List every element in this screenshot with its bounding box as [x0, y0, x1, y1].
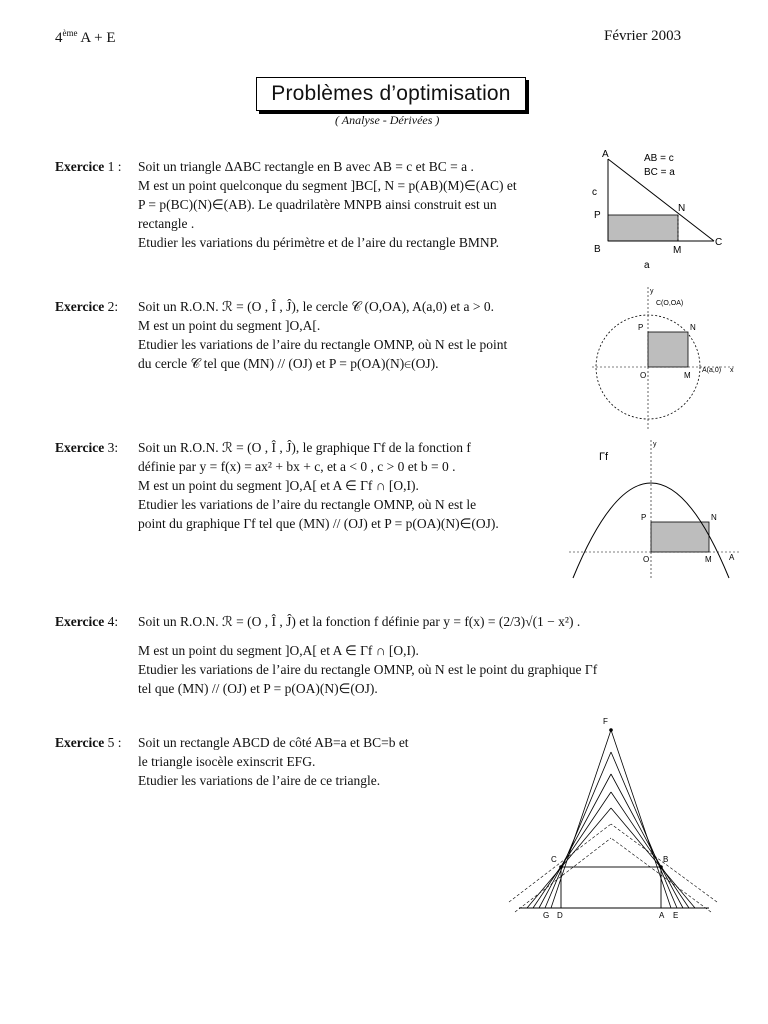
fig3-label: O	[643, 555, 650, 564]
fig2-label: M	[684, 371, 691, 380]
exercise-line: rectangle .	[138, 216, 195, 231]
figure-exinscribed-triangle	[505, 712, 723, 922]
exercise-line: Soit un rectangle ABCD de côté AB=a et BC=b et	[138, 735, 409, 750]
exercise-line: Etudier les variations de l’aire du rectangle OMNP, où N est le point	[138, 337, 508, 352]
exercise-3: Exercice 3:	[55, 440, 119, 455]
fig5-label: C	[551, 855, 557, 864]
exercise-4-text	[138, 612, 597, 698]
exercise-4: Exercice 4:	[55, 614, 119, 629]
fig1-label: B	[594, 244, 601, 255]
fig3-label: P	[641, 513, 647, 522]
fig1-label: c	[592, 187, 597, 198]
exercise-3-text	[138, 438, 499, 533]
fig1-label: C	[715, 237, 723, 248]
exercise-line: définie par y = f(x) = ax² + bx + c, et a < 0 , c > 0 et b = 0 .	[138, 459, 456, 474]
exercise-5-text	[138, 733, 409, 790]
exercise-label: Exercice	[55, 299, 105, 314]
exercise-1-text	[138, 157, 517, 252]
exercise-line: M est un point du segment ]O,A[.	[138, 318, 321, 333]
exercise-line: Etudier les variations de l’aire du rectangle OMNP, où N est le point du graphique Γf	[138, 662, 598, 677]
exercise-label: Exercice	[55, 440, 105, 455]
fig3-label: M	[705, 555, 712, 564]
subtitle: ( Analyse - Dérivées )	[335, 113, 440, 127]
exercise-line: M est un point du segment ]O,A[ et A ∈ Γf ∩ [O,I).	[138, 478, 419, 493]
exercise-line: M est un point du segment ]O,A[ et A ∈ Γf ∩ [O,I).	[138, 643, 419, 658]
exercise-line: Soit un triangle ΔABC rectangle en B avec AB = c et BC = a .	[138, 159, 474, 174]
exercise-line: Etudier les variations de l’aire de ce triangle.	[138, 773, 381, 788]
fig2-label: y	[650, 288, 654, 295]
fig1-label: N	[678, 203, 686, 214]
page-title: Problèmes d’optimisation	[271, 82, 511, 105]
exercise-line: tel que (MN) // (OJ) et P = p(OA)(N)∈(OJ).	[138, 681, 378, 696]
fig1-label: M	[673, 245, 682, 256]
figure-circle	[590, 283, 740, 433]
figure-parabola	[565, 438, 745, 583]
fig5-label: D	[557, 911, 563, 920]
exercise-line: P = p(BC)(N)∈(AB). Le quadrilatère MNPB ainsi construit est un	[138, 197, 497, 212]
title-box	[256, 77, 526, 111]
fig3-label: Γf	[599, 451, 609, 463]
exercise-line: le triangle isocèle exinscrit EFG.	[138, 754, 316, 769]
date: Février 2003	[604, 28, 682, 44]
fig3-label: N	[711, 513, 717, 522]
fig5-label: F	[603, 717, 608, 726]
fig1-legend: BC = a	[644, 167, 675, 178]
fig1-label: P	[594, 210, 601, 221]
fig2-label: A(a,0)	[702, 367, 722, 374]
exercise-label: Exercice	[55, 614, 105, 629]
fig3-label: y	[653, 441, 657, 448]
fig5-label: B	[663, 855, 669, 864]
exercise-line: M est un point quelconque du segment ]BC[, N = p(AB)(M)∈(AC) et	[138, 178, 517, 193]
exercise-line: du cercle 𝒞 tel que (MN) // (OJ) et P = p(OA)(N)∈(OJ).	[138, 356, 439, 371]
exercise-line: Soit un R.O.N. ℛ = (O , Î , Ĵ), le cercle 𝒞 (O,OA), A(a,0) et a > 0.	[138, 299, 495, 314]
fig2-label: C(O,OA)	[656, 300, 684, 307]
fig5-label: A	[659, 911, 665, 920]
fig5-label: E	[673, 911, 679, 920]
class-label: 4ème A + E	[55, 28, 116, 46]
exercise-line: Soit un R.O.N. ℛ = (O , Î , Ĵ) et la fonction f définie par y = f(x) = (2/3)√(1 − x²) .	[138, 614, 581, 629]
exercise-2-text	[138, 297, 507, 373]
fig2-label: P	[638, 323, 644, 332]
exercise-line: Soit un R.O.N. ℛ = (O , Î , Ĵ), le graphique Γf de la fonction f	[138, 440, 471, 455]
exercise-5: Exercice 5 :	[55, 735, 122, 750]
fig1-label: A	[602, 149, 609, 160]
exercise-line: Etudier les variations de l’aire du rectangle OMNP, où N est le	[138, 497, 477, 512]
exercise-label: Exercice	[55, 159, 105, 174]
fig2-label: x	[730, 367, 734, 374]
exercise-2: Exercice 2:	[55, 299, 119, 314]
fig5-label: G	[543, 911, 550, 920]
exercise-line: Etudier les variations du périmètre et de l’aire du rectangle BMNP.	[138, 235, 500, 250]
exercise-1: Exercice 1 :	[55, 159, 122, 174]
exercise-label: Exercice	[55, 735, 105, 750]
fig2-label: N	[690, 323, 696, 332]
exercise-line: point du graphique Γf tel que (MN) // (OJ) et P = p(OA)(N)∈(OJ).	[138, 516, 499, 531]
fig1-label: a	[644, 260, 650, 270]
fig1-legend: AB = c	[644, 153, 674, 164]
fig3-label: A	[729, 553, 735, 562]
figure-right-triangle	[588, 145, 728, 270]
fig2-label: O	[640, 371, 647, 380]
